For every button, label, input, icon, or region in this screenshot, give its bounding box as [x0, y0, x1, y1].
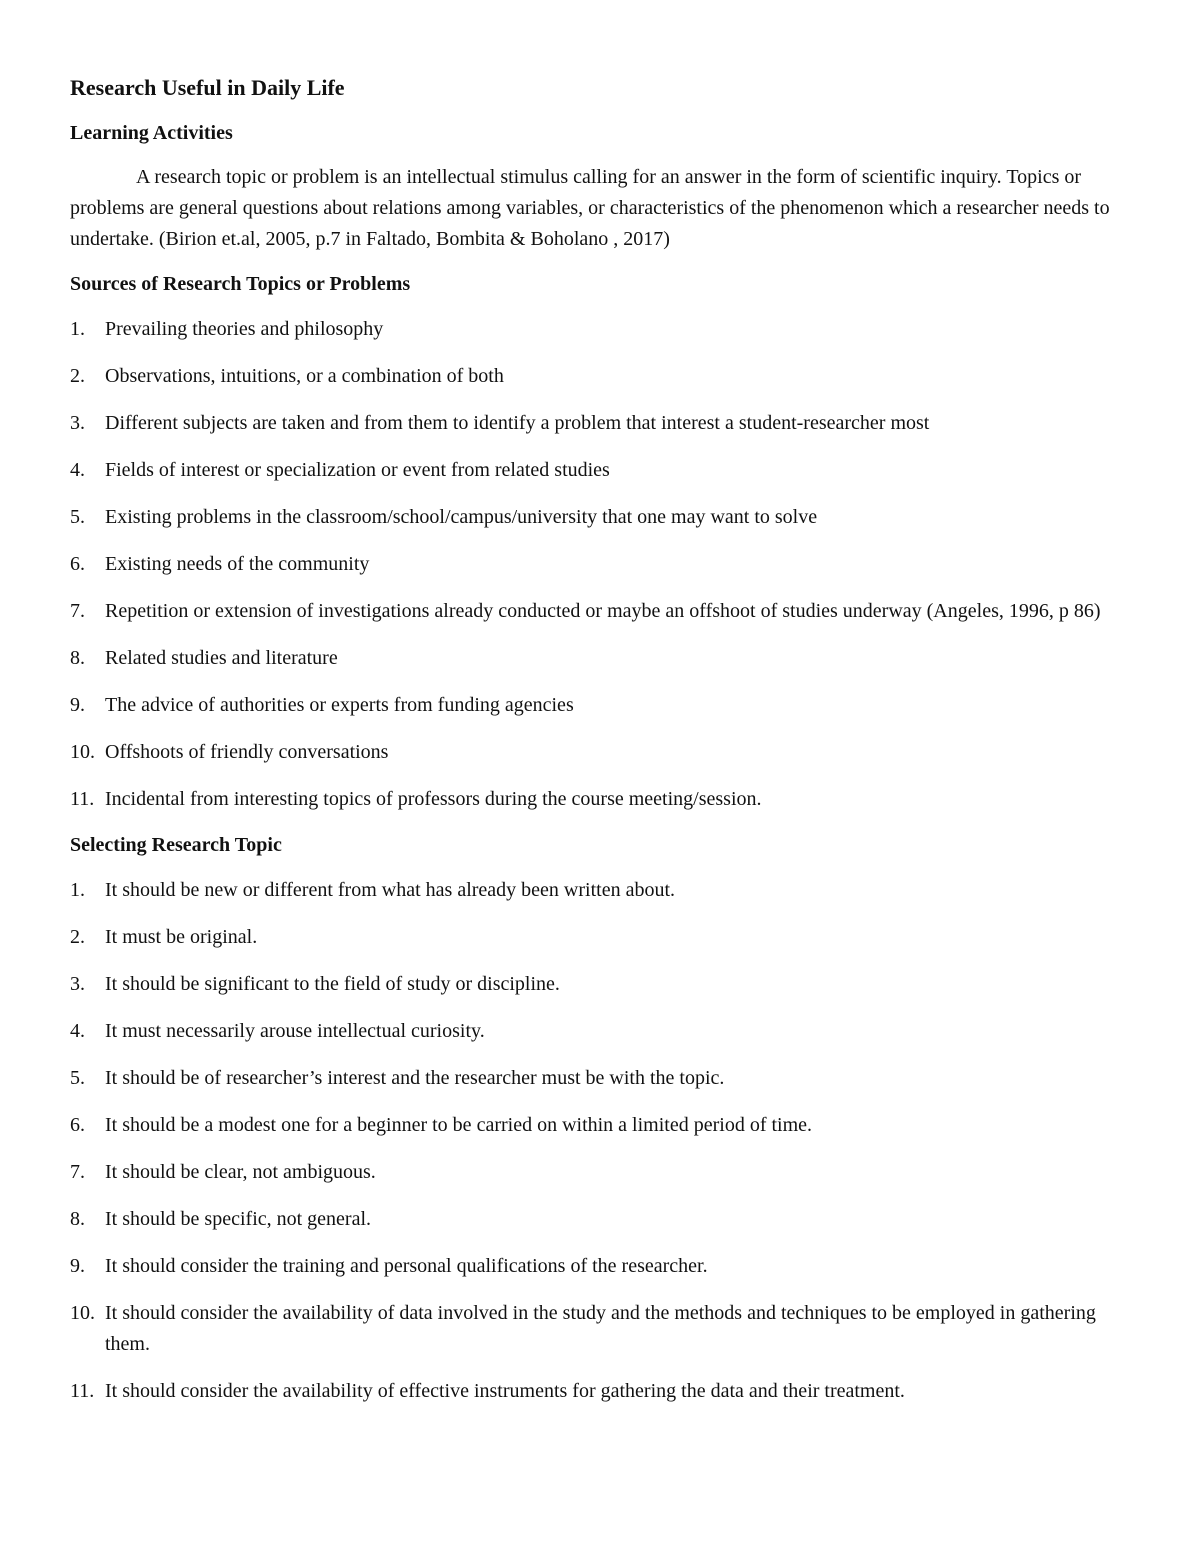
list-item	[70, 502, 1130, 533]
list-item-text: Existing needs of the community	[105, 553, 370, 575]
list-item	[70, 314, 1130, 345]
list-item-text: Observations, intuitions, or a combination of both	[105, 365, 504, 387]
list-item	[70, 361, 1130, 392]
list-item	[70, 1016, 1130, 1047]
list-item-number: 3.	[70, 973, 85, 995]
list-item-number: 8.	[70, 1208, 85, 1230]
list-item	[70, 643, 1130, 674]
list-item-number: 9.	[70, 694, 85, 716]
list-item-text: It should consider the availability of data involved in the study and the methods and techniques to be employed in gathering them.	[105, 1302, 1096, 1355]
list-item	[70, 1298, 1130, 1360]
list-item-number: 8.	[70, 647, 85, 669]
list-item	[70, 1251, 1130, 1282]
list-item-text: Prevailing theories and philosophy	[105, 318, 384, 340]
sources-heading: Sources of Research Topics or Problems	[70, 273, 411, 295]
list-item	[70, 875, 1130, 906]
list-item-text: It should consider the training and personal qualifications of the researcher.	[105, 1255, 708, 1277]
list-item-text: It should consider the availability of effective instruments for gathering the data and their treatment.	[105, 1380, 905, 1402]
list-item	[70, 1157, 1130, 1188]
list-item-number: 11.	[70, 1380, 95, 1402]
list-item	[70, 922, 1130, 953]
list-item-number: 10.	[70, 741, 95, 763]
intro-paragraph: A research topic or problem is an intellectual stimulus calling for an answer in the form of scientific inquiry. Topics or problems are general questions about relations among variables, or characteristics of the phenomenon which a researcher needs to undertake. (Birion et.al, 2005, p.7 in Faltado, Bombita & Boholano , 2017)	[70, 166, 1110, 250]
list-item-number: 6.	[70, 1114, 85, 1136]
list-item-text: It should be specific, not general.	[105, 1208, 372, 1230]
list-item-text: It should be of researcher’s interest and the researcher must be with the topic.	[105, 1067, 725, 1089]
list-item-text: Incidental from interesting topics of professors during the course meeting/session.	[105, 788, 762, 810]
selecting-topic-heading: Selecting Research Topic	[70, 834, 282, 856]
list-item-text: Fields of interest or specialization or event from related studies	[105, 459, 610, 481]
list-item-text: It should be new or different from what has already been written about.	[105, 879, 675, 901]
list-item-text: It should be clear, not ambiguous.	[105, 1161, 376, 1183]
sources-list	[70, 314, 1130, 815]
list-item-text: Existing problems in the classroom/school/campus/university that one may want to solve	[105, 506, 818, 528]
list-item	[70, 690, 1130, 721]
list-item	[70, 1063, 1130, 1094]
list-item-text: Different subjects are taken and from them to identify a problem that interest a student-researcher most	[105, 412, 930, 434]
selecting-list	[70, 875, 1130, 1407]
list-item-number: 1.	[70, 318, 85, 340]
list-item	[70, 596, 1130, 627]
list-item	[70, 1376, 1130, 1407]
list-item-number: 10.	[70, 1302, 95, 1324]
document-title: Research Useful in Daily Life	[70, 75, 345, 100]
list-item-text: It must be original.	[105, 926, 258, 948]
list-item-number: 4.	[70, 1020, 85, 1042]
list-item-text: The advice of authorities or experts from funding agencies	[105, 694, 574, 716]
list-item	[70, 549, 1130, 580]
list-item-number: 2.	[70, 926, 85, 948]
list-item-text: Related studies and literature	[105, 647, 338, 669]
list-item-number: 9.	[70, 1255, 85, 1277]
list-item	[70, 408, 1130, 439]
list-item	[70, 1204, 1130, 1235]
list-item-text: Repetition or extension of investigations already conducted or maybe an offshoot of studies underway (Angeles, 1996, p 86)	[105, 600, 1101, 622]
list-item	[70, 969, 1130, 1000]
list-item-text: It should be significant to the field of study or discipline.	[105, 973, 560, 995]
list-item-number: 5.	[70, 1067, 85, 1089]
list-item-text: Offshoots of friendly conversations	[105, 741, 389, 763]
list-item-text: It should be a modest one for a beginner to be carried on within a limited period of time.	[105, 1114, 813, 1136]
list-item-number: 5.	[70, 506, 85, 528]
list-item-number: 7.	[70, 1161, 85, 1183]
list-item-number: 6.	[70, 553, 85, 575]
list-item	[70, 455, 1130, 486]
list-item	[70, 737, 1130, 768]
list-item-text: It must necessarily arouse intellectual curiosity.	[105, 1020, 485, 1042]
list-item-number: 4.	[70, 459, 85, 481]
document-page	[70, 70, 1130, 1407]
list-item-number: 11.	[70, 788, 95, 810]
list-item-number: 7.	[70, 600, 85, 622]
learning-activities-heading: Learning Activities	[70, 122, 233, 144]
list-item-number: 1.	[70, 879, 85, 901]
list-item	[70, 784, 1130, 815]
list-item-number: 2.	[70, 365, 85, 387]
list-item-number: 3.	[70, 412, 85, 434]
list-item	[70, 1110, 1130, 1141]
